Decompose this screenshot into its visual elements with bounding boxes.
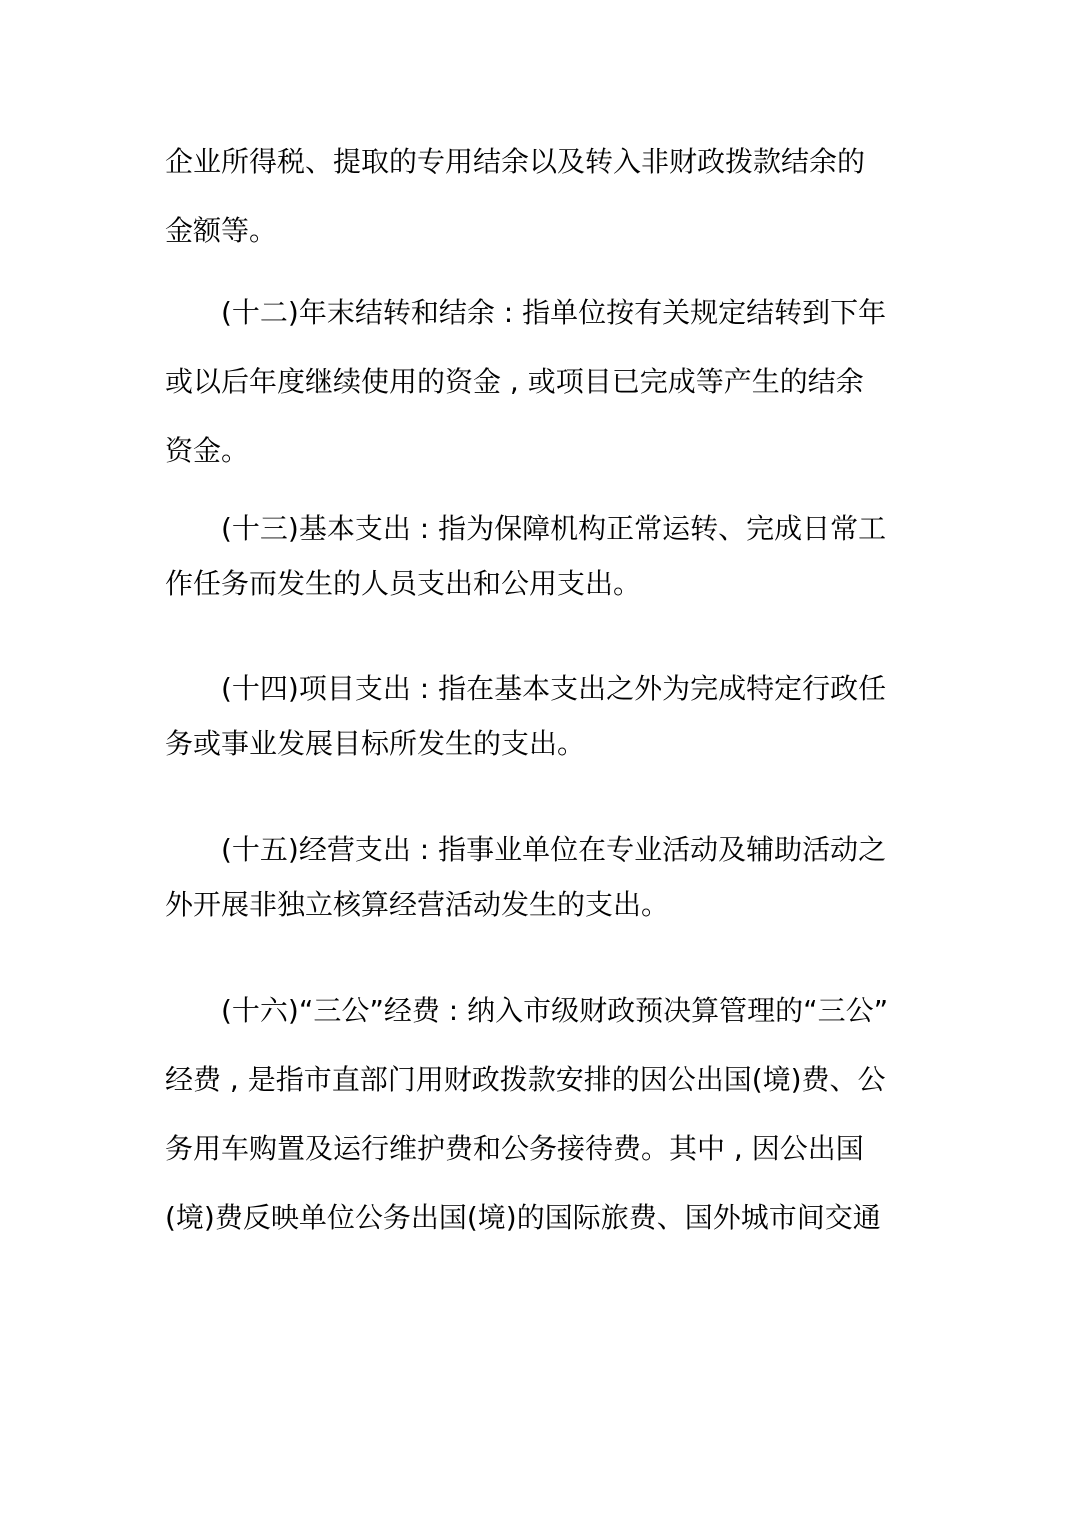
text-line: (十五)经营支出 : 指事业单位在专业活动及辅助活动之 [221, 833, 887, 866]
text-line: 作任务而发生的人员支出和公用支出。 [165, 567, 642, 600]
paragraph-continuation [165, 127, 910, 265]
paragraph-item-12 [165, 278, 910, 485]
text-line: 企业所得税、提取的专用结余以及转入非财政拨款结余的 [165, 145, 866, 178]
text-line: 资金。 [165, 434, 250, 467]
text-line: 或以后年度继续使用的资金 , 或项目已完成等产生的结余 [165, 365, 864, 398]
paragraph-item-16 [165, 976, 910, 1252]
text-line: 经费 , 是指市直部门用财政拨款安排的因公出国(境)费、公 [165, 1063, 886, 1096]
text-line: 务用车购置及运行维护费和公务接待费。其中 , 因公出国 [165, 1132, 864, 1165]
text-line: 务或事业发展目标所发生的支出。 [165, 727, 586, 760]
text-line: (十三)基本支出 : 指为保障机构正常运转、完成日常工 [221, 512, 887, 545]
text-line: 外开展非独立核算经营活动发生的支出。 [165, 888, 670, 921]
text-line: (十六)“三公”经费 : 纳入市级财政预决算管理的“三公” [221, 994, 889, 1027]
paragraph-item-13 [165, 501, 910, 611]
text-line: (十四)项目支出 : 指在基本支出之外为完成特定行政任 [221, 672, 887, 705]
text-line: (境)费反映单位公务出国(境)的国际旅费、国外城市间交通 [165, 1201, 881, 1234]
paragraph-item-15 [165, 822, 910, 932]
text-line: 金额等。 [165, 214, 278, 247]
text-line: (十二)年末结转和结余 : 指单位按有关规定结转到下年 [221, 296, 887, 329]
paragraph-item-14 [165, 661, 910, 771]
